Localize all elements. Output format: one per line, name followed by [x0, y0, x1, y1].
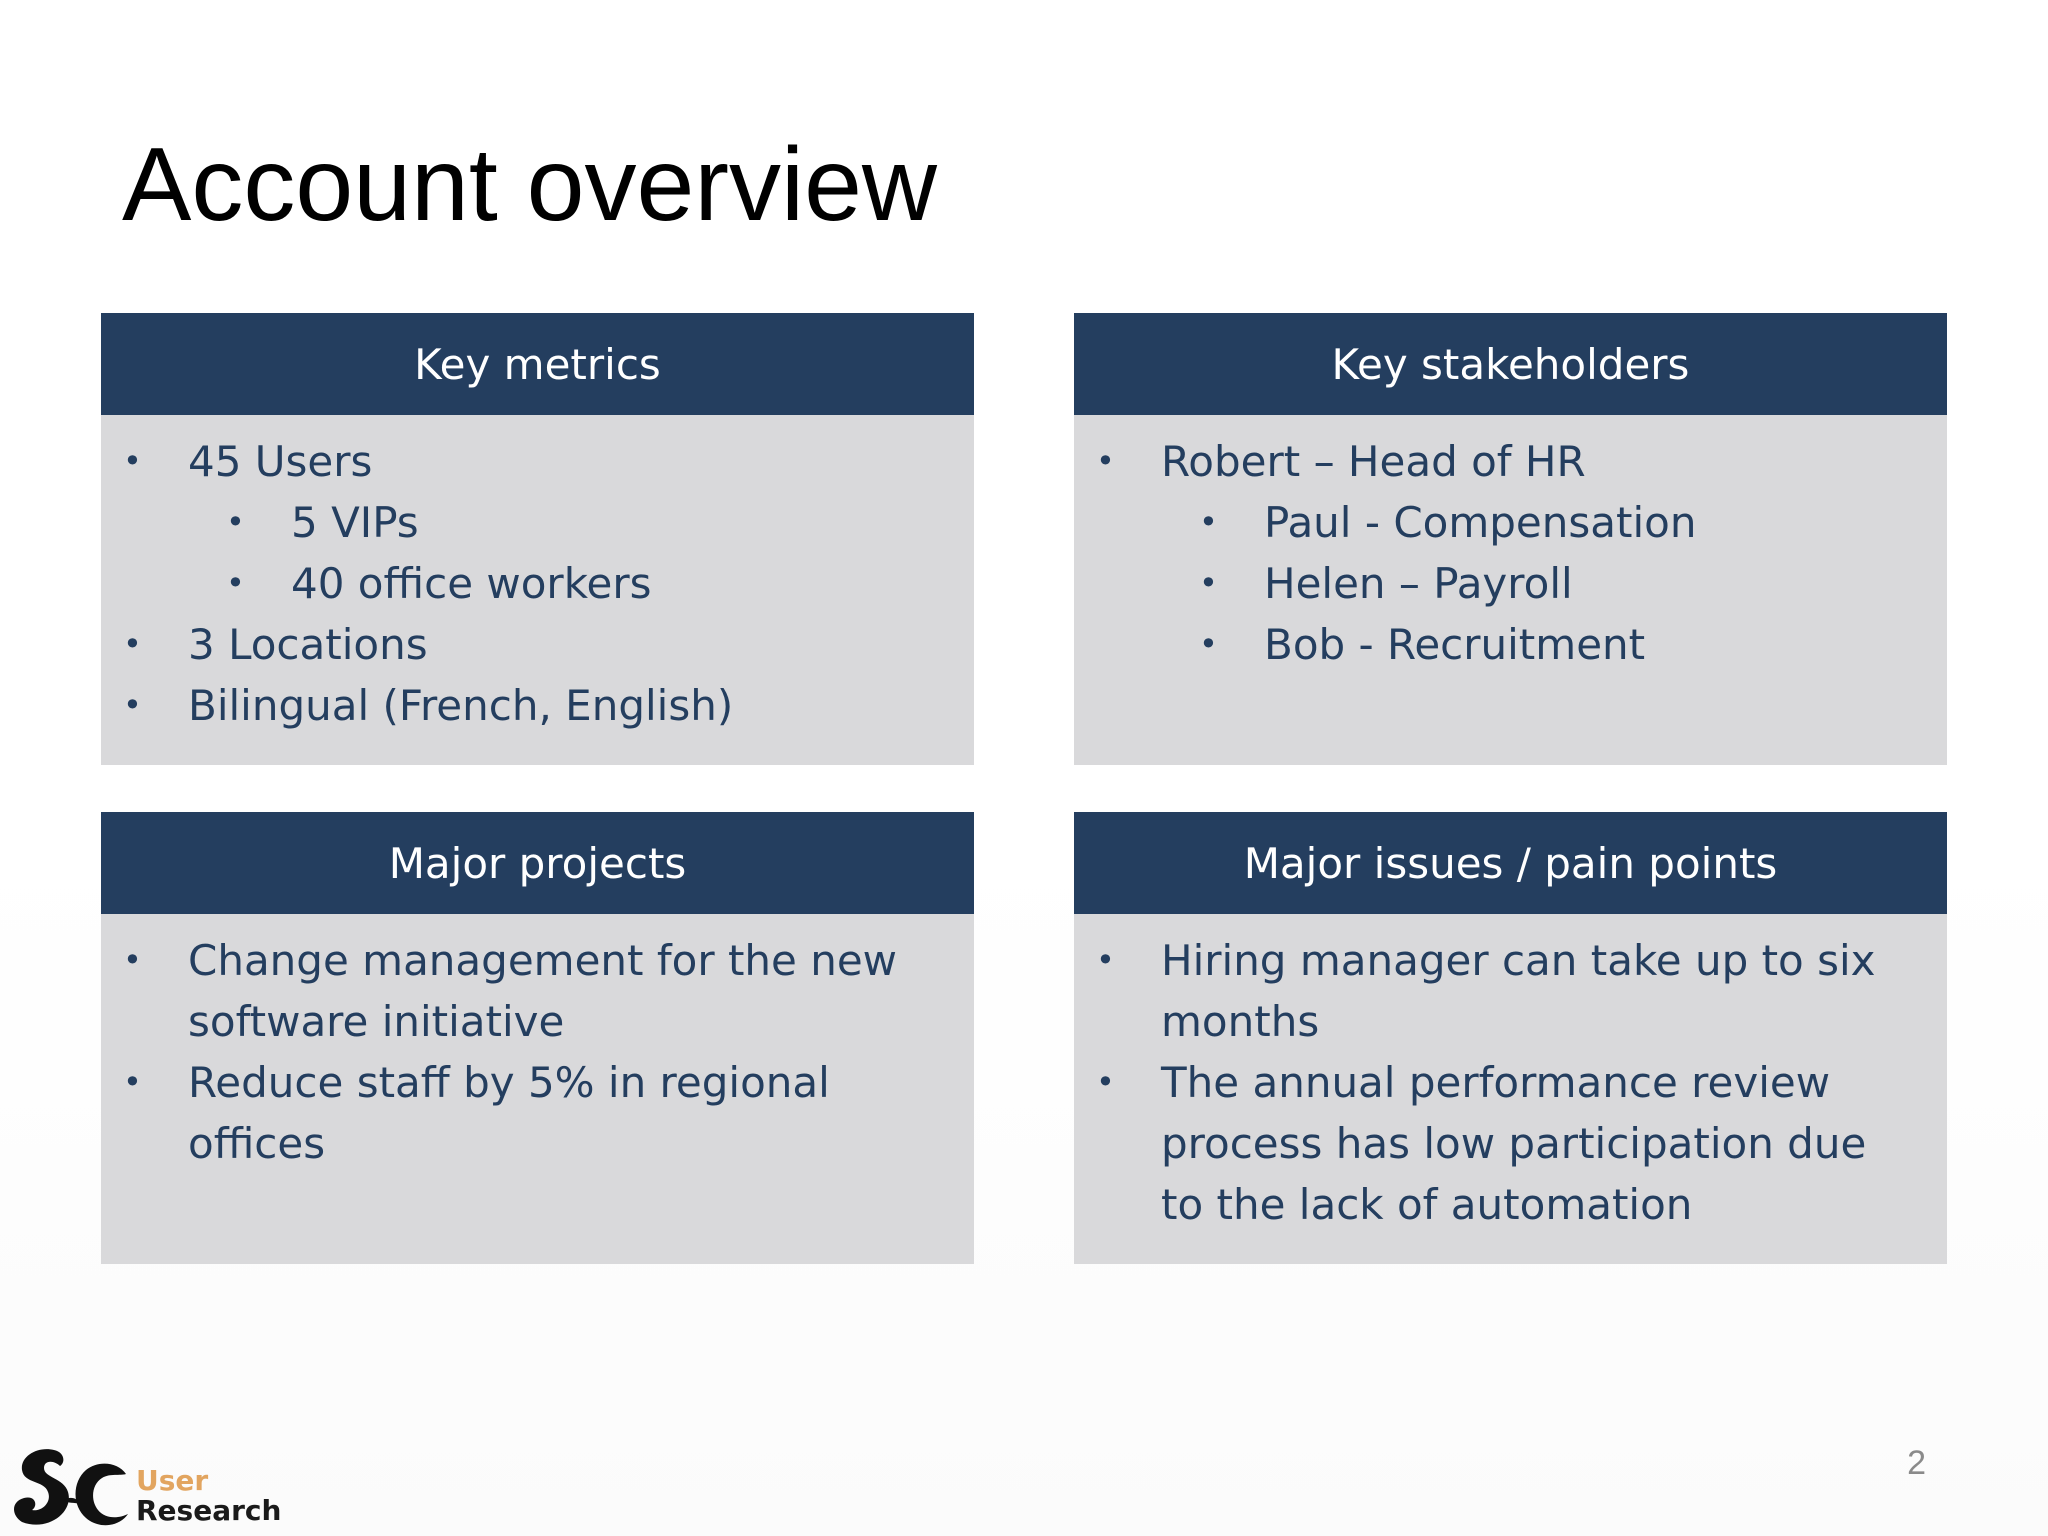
bullet-icon: •	[123, 1063, 142, 1101]
key-stakeholders-panel	[1074, 313, 1947, 765]
major-issues-panel	[1074, 812, 1947, 1264]
bullet-icon: •	[226, 503, 245, 541]
major-projects-header: Major projects	[101, 812, 974, 914]
list-item: • 45 Users	[101, 431, 944, 492]
key-metrics-panel	[101, 313, 974, 765]
major-projects-panel	[101, 812, 974, 1264]
bullet-icon: •	[1096, 442, 1115, 480]
list-item: • Change management for the new software initiative	[101, 930, 944, 1052]
list-item: • Robert – Head of HR	[1074, 431, 1917, 492]
list-item: • 40 office workers	[101, 553, 944, 614]
bullet-icon: •	[1199, 625, 1218, 663]
list-item: • Bob - Recruitment	[1074, 614, 1917, 675]
key-metrics-body	[101, 415, 974, 736]
list-item: • 3 Locations	[101, 614, 944, 675]
bullet-icon: •	[123, 686, 142, 724]
list-item: • Hiring manager can take up to six months	[1074, 930, 1917, 1052]
list-item: • The annual performance review process has low participation due to the lack of automation	[1074, 1052, 1917, 1235]
bullet-icon: •	[1096, 1063, 1115, 1101]
bullet-icon: •	[1199, 503, 1218, 541]
major-projects-list	[101, 930, 944, 1174]
slide-title: Account overview	[122, 127, 938, 243]
bullet-icon: •	[123, 625, 142, 663]
major-issues-list	[1074, 930, 1917, 1235]
major-issues-header: Major issues / pain points	[1074, 812, 1947, 914]
key-stakeholders-header: Key stakeholders	[1074, 313, 1947, 415]
list-item: • Bilingual (French, English)	[101, 675, 944, 736]
bullet-icon: •	[123, 442, 142, 480]
bullet-icon: •	[1096, 941, 1115, 979]
list-item: • Paul - Compensation	[1074, 492, 1917, 553]
key-metrics-list	[101, 431, 944, 736]
page-number: 2	[1907, 1444, 1926, 1482]
list-item: • Reduce staff by 5% in regional offices	[101, 1052, 944, 1174]
logo-mark-icon	[8, 1440, 133, 1536]
key-metrics-header: Key metrics	[101, 313, 974, 415]
user-research-logo	[8, 1440, 298, 1536]
major-projects-body	[101, 914, 974, 1174]
logo-text-research: Research	[136, 1494, 282, 1527]
key-stakeholders-list	[1074, 431, 1917, 675]
major-issues-body	[1074, 914, 1947, 1235]
bullet-icon: •	[123, 941, 142, 979]
list-item: • 5 VIPs	[101, 492, 944, 553]
bullet-icon: •	[1199, 564, 1218, 602]
logo-text-user: User	[136, 1464, 209, 1497]
key-stakeholders-body	[1074, 415, 1947, 675]
bullet-icon: •	[226, 564, 245, 602]
list-item: • Helen – Payroll	[1074, 553, 1917, 614]
